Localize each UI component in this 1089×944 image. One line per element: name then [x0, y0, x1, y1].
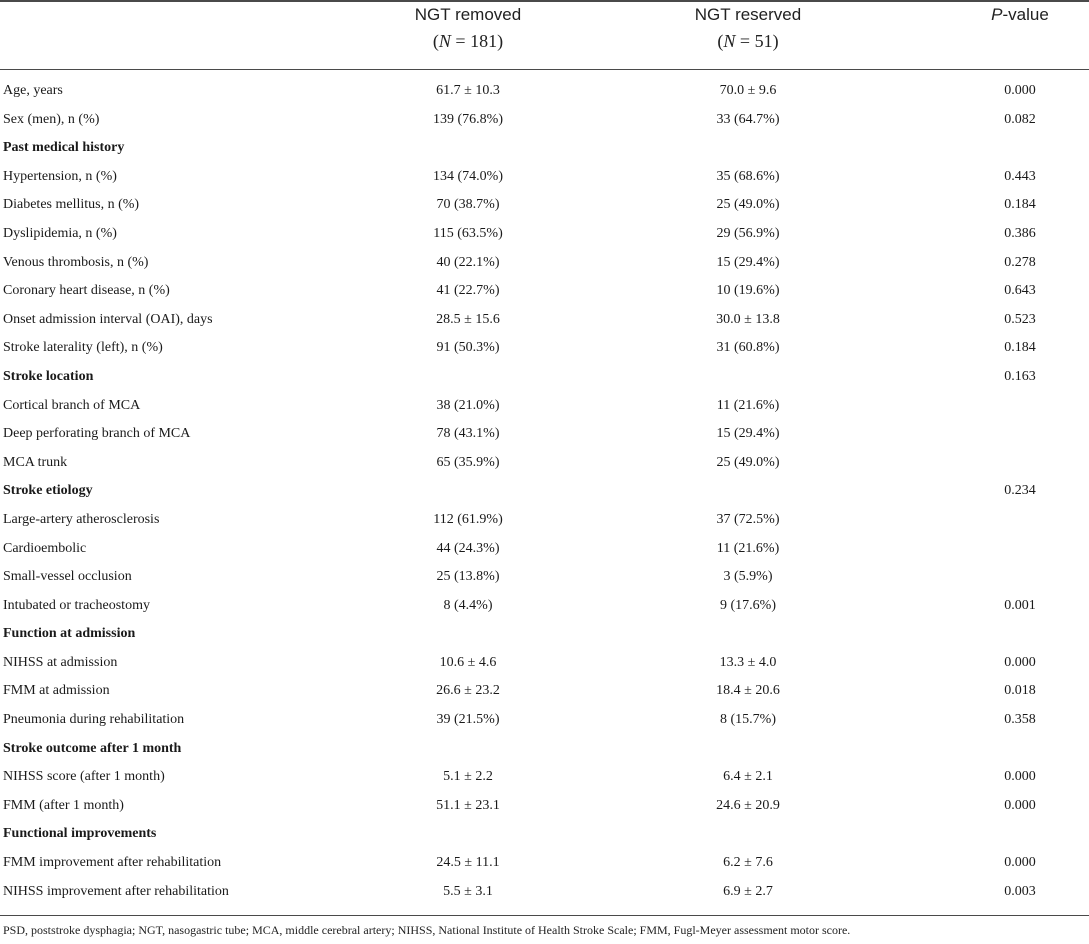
row-label: Cardioembolic — [3, 540, 87, 556]
p-value: 0.000 — [1004, 797, 1036, 813]
section-header-row — [0, 134, 1089, 163]
ngt-reserved-value: 3 (5.9%) — [723, 569, 773, 585]
ngt-removed-value: 70 (38.7%) — [436, 197, 500, 213]
column-header-title: NGT reserved — [694, 5, 802, 24]
ngt-reserved-value: 11 (21.6%) — [716, 397, 780, 413]
ngt-reserved-value: 25 (49.0%) — [716, 197, 780, 213]
ngt-reserved-value: 35 (68.6%) — [716, 168, 780, 184]
table-row — [0, 449, 1089, 478]
row-label: NIHSS at admission — [3, 654, 118, 670]
row-label: FMM (after 1 month) — [3, 797, 124, 813]
table-row — [0, 592, 1089, 621]
ngt-reserved-value: 9 (17.6%) — [720, 597, 776, 613]
table-header-rule — [0, 69, 1089, 70]
table-row — [0, 220, 1089, 249]
ngt-reserved-value: 30.0 ± 13.8 — [716, 311, 780, 327]
table-row — [0, 77, 1089, 106]
ngt-removed-value: 5.1 ± 2.2 — [443, 769, 493, 785]
row-label: Deep perforating branch of MCA — [3, 426, 191, 442]
section-header-row — [0, 620, 1089, 649]
row-label: Past medical history — [3, 140, 125, 156]
ngt-removed-value: 25 (13.8%) — [436, 569, 500, 585]
column-header-title: NGT removed — [414, 5, 522, 24]
section-header-row — [0, 820, 1089, 849]
ngt-reserved-value: 29 (56.9%) — [716, 225, 780, 241]
row-label: Function at admission — [3, 626, 136, 642]
row-label: Age, years — [3, 83, 63, 98]
row-label: Stroke laterality (left), n (%) — [3, 340, 163, 356]
row-label: Large-artery atherosclerosis — [3, 511, 160, 527]
ngt-reserved-value: 33 (64.7%) — [716, 111, 780, 127]
ngt-reserved-value: 15 (29.4%) — [716, 426, 780, 442]
row-label: Stroke etiology — [3, 483, 93, 499]
p-value: 0.000 — [1004, 83, 1036, 98]
row-label: MCA trunk — [3, 454, 68, 470]
ngt-removed-value: 10.6 ± 4.6 — [439, 654, 497, 670]
row-label: Sex (men), n (%) — [3, 111, 100, 127]
table-row — [0, 706, 1089, 735]
ngt-removed-value: 24.5 ± 11.1 — [436, 855, 500, 871]
ngt-reserved-value: 37 (72.5%) — [716, 511, 780, 527]
table-row — [0, 849, 1089, 878]
ngt-reserved-value: 6.9 ± 2.7 — [723, 883, 773, 899]
ngt-removed-value: 134 (74.0%) — [433, 168, 503, 184]
row-label: Cortical branch of MCA — [3, 397, 141, 413]
ngt-reserved-value: 31 (60.8%) — [716, 340, 780, 356]
table-row — [0, 878, 1089, 907]
ngt-reserved-value: 8 (15.7%) — [720, 712, 776, 728]
row-label: Stroke location — [3, 368, 94, 384]
row-label: Pneumonia during rehabilitation — [3, 712, 185, 728]
table-row — [0, 163, 1089, 192]
p-value: 0.358 — [1004, 712, 1036, 728]
row-label: Diabetes mellitus, n (%) — [3, 197, 140, 213]
table-body — [0, 77, 1089, 906]
column-header-sample-size: (N = 51) — [717, 31, 779, 51]
table-row — [0, 535, 1089, 564]
p-value: 0.443 — [1004, 168, 1036, 184]
p-value: 0.000 — [1004, 855, 1036, 871]
section-header-row — [0, 477, 1089, 506]
row-label: FMM at admission — [3, 683, 110, 699]
column-header-p-value: P-value — [991, 5, 1049, 24]
table-row — [0, 306, 1089, 335]
row-label: Hypertension, n (%) — [3, 168, 117, 184]
ngt-removed-value: 112 (61.9%) — [433, 511, 503, 527]
row-label: Onset admission interval (OAI), days — [3, 311, 213, 327]
section-header-row — [0, 363, 1089, 392]
ngt-reserved-value: 13.3 ± 4.0 — [719, 654, 777, 670]
ngt-removed-value: 91 (50.3%) — [436, 340, 500, 356]
p-value: 0.163 — [1004, 368, 1036, 384]
ngt-reserved-value: 25 (49.0%) — [716, 454, 780, 470]
p-value: 0.643 — [1004, 283, 1036, 299]
column-header-ngt-removed — [368, 2, 568, 54]
row-label: Dyslipidemia, n (%) — [3, 225, 117, 241]
row-label: Stroke outcome after 1 month — [3, 740, 182, 756]
table-row — [0, 563, 1089, 592]
ngt-removed-value: 65 (35.9%) — [436, 454, 500, 470]
table-row — [0, 506, 1089, 535]
ngt-removed-value: 26.6 ± 23.2 — [436, 683, 500, 699]
p-value: 0.278 — [1004, 254, 1036, 270]
p-value: 0.001 — [1004, 597, 1036, 613]
ngt-reserved-value: 10 (19.6%) — [716, 283, 780, 299]
ngt-removed-value: 38 (21.0%) — [436, 397, 500, 413]
p-value: 0.000 — [1004, 654, 1036, 670]
ngt-removed-value: 115 (63.5%) — [433, 225, 503, 241]
table-row — [0, 106, 1089, 135]
table-row — [0, 191, 1089, 220]
p-value: 0.000 — [1004, 769, 1036, 785]
table-row — [0, 249, 1089, 278]
ngt-removed-value: 40 (22.1%) — [436, 254, 500, 270]
table-row — [0, 677, 1089, 706]
ngt-removed-value: 41 (22.7%) — [436, 283, 500, 299]
p-value: 0.184 — [1004, 197, 1036, 213]
row-label: NIHSS improvement after rehabilitation — [3, 883, 229, 899]
ngt-removed-value: 44 (24.3%) — [436, 540, 500, 556]
table-row — [0, 334, 1089, 363]
ngt-removed-value: 28.5 ± 15.6 — [436, 311, 500, 327]
table-row — [0, 420, 1089, 449]
row-label: FMM improvement after rehabilitation — [3, 855, 222, 871]
ngt-reserved-value: 15 (29.4%) — [716, 254, 780, 270]
p-value: 0.184 — [1004, 340, 1036, 356]
row-label: Venous thrombosis, n (%) — [3, 254, 149, 270]
ngt-reserved-value: 18.4 ± 20.6 — [716, 683, 780, 699]
row-label: Intubated or tracheostomy — [3, 597, 150, 613]
p-value: 0.003 — [1004, 883, 1036, 899]
row-label: NIHSS score (after 1 month) — [3, 769, 165, 785]
ngt-reserved-value: 6.2 ± 7.6 — [723, 855, 773, 871]
table-row — [0, 792, 1089, 821]
p-value: 0.018 — [1004, 683, 1036, 699]
ngt-removed-value: 8 (4.4%) — [443, 597, 493, 613]
ngt-removed-value: 5.5 ± 3.1 — [443, 883, 493, 899]
p-value: 0.234 — [1004, 483, 1036, 499]
table-row — [0, 392, 1089, 421]
table-row — [0, 277, 1089, 306]
column-header-sample-size: (N = 181) — [432, 31, 504, 51]
ngt-removed-value: 51.1 ± 23.1 — [436, 797, 500, 813]
p-value: 0.523 — [1004, 311, 1036, 327]
table-row — [0, 649, 1089, 678]
ngt-reserved-value: 6.4 ± 2.1 — [723, 769, 773, 785]
section-header-row — [0, 735, 1089, 764]
p-value: 0.082 — [1004, 111, 1036, 127]
ngt-reserved-value: 24.6 ± 20.9 — [716, 797, 780, 813]
table-bottom-rule — [0, 915, 1089, 916]
row-label: Functional improvements — [3, 826, 157, 842]
ngt-reserved-value: 11 (21.6%) — [716, 540, 780, 556]
ngt-removed-value: 61.7 ± 10.3 — [436, 83, 500, 98]
ngt-removed-value: 139 (76.8%) — [433, 111, 503, 127]
table-footnote: PSD, poststroke dysphagia; NGT, nasogastric tube; MCA, middle cerebral artery; NIHSS, National Institute of Health Stroke Scale; FMM, Fugl-Meyer assessment motor score. — [3, 923, 851, 937]
p-value: 0.386 — [1004, 225, 1036, 241]
table-row — [0, 763, 1089, 792]
row-label: Small-vessel occlusion — [3, 569, 132, 585]
ngt-removed-value: 39 (21.5%) — [436, 712, 500, 728]
ngt-removed-value: 78 (43.1%) — [436, 426, 500, 442]
row-label: Coronary heart disease, n (%) — [3, 283, 170, 299]
ngt-reserved-value: 70.0 ± 9.6 — [719, 83, 777, 98]
column-header-ngt-reserved — [648, 2, 848, 54]
